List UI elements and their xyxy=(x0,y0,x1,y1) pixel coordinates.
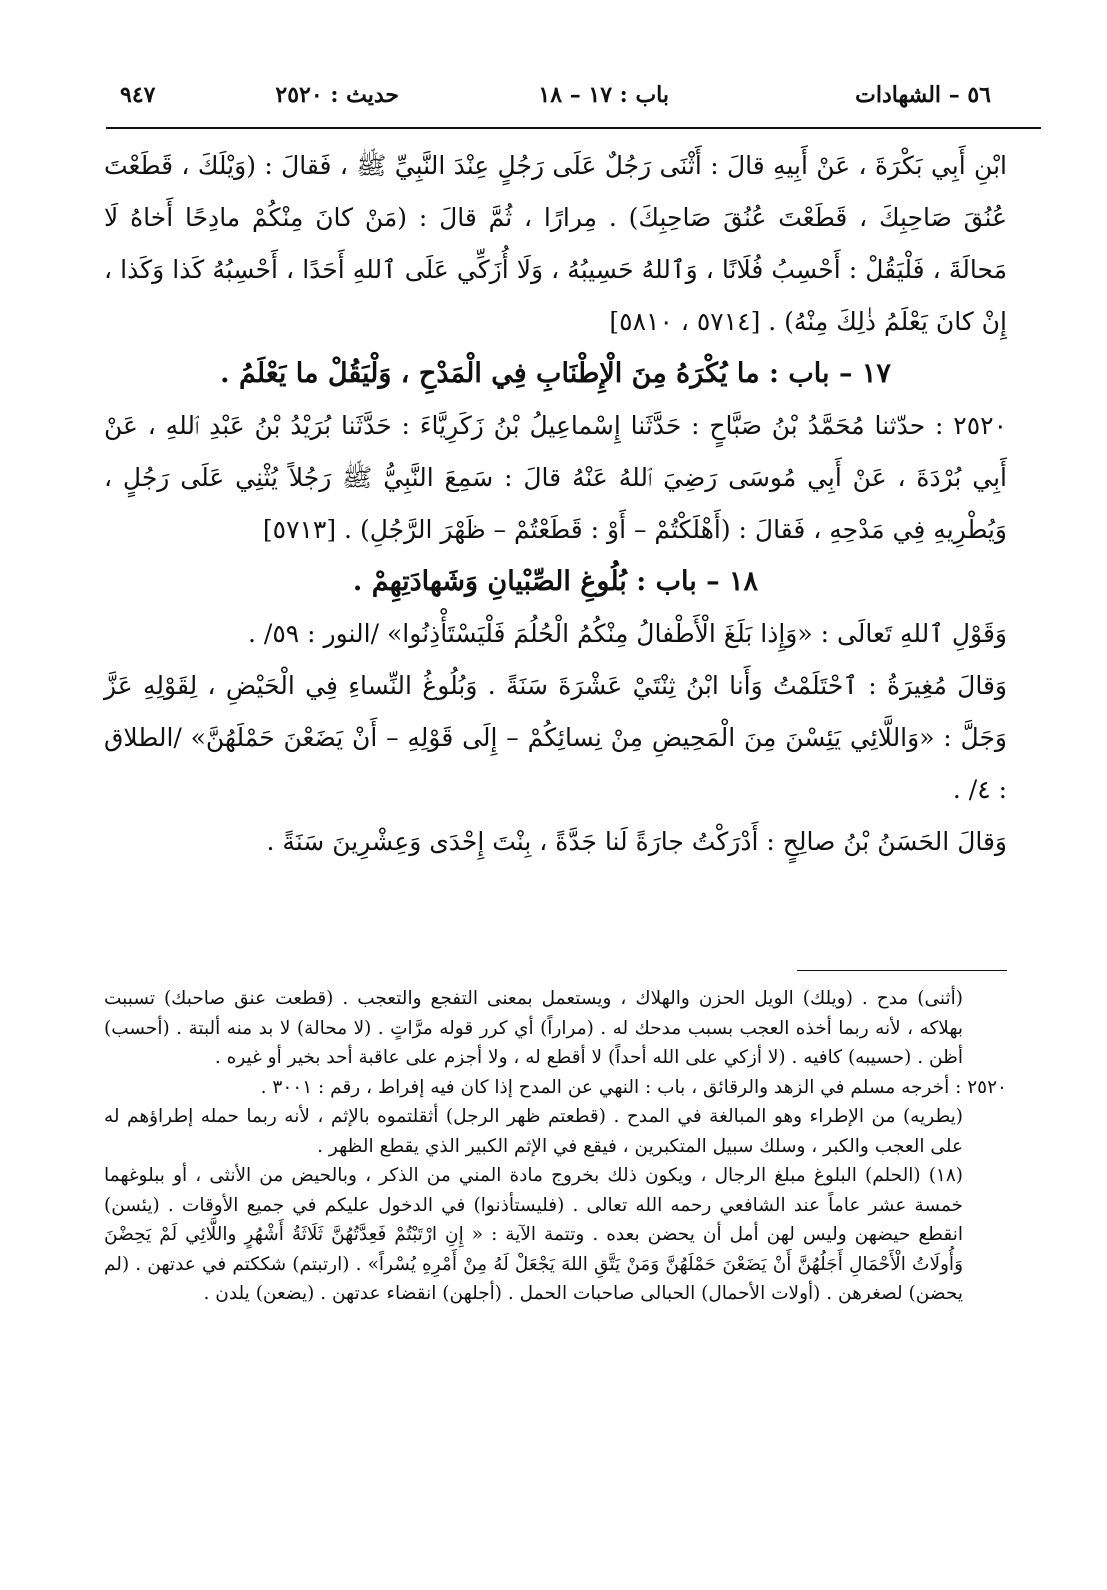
main-text xyxy=(104,140,1007,868)
footnote-takhrij: ٢٥٢٠ : أخرجه مسلم في الزهد والرقائق ، باب : النهي عن المدح إذا كان فيه إفراط ، رقم : ٣٠٠١ . xyxy=(260,1076,1007,1098)
footnotes xyxy=(104,984,1007,1309)
hadith-continuation: ابْنِ أَبِي بَكْرَةَ ، عَنْ أَبِيهِ قالَ : أَثْنَى رَجُلٌ عَلَى رَجُلٍ عِنْدَ النَّبِيِّ ﷺ ، فَقالَ : (وَيْلَكَ ، قَطَعْتَ عُنُقَ صَاحِبِكَ ، قَطَعْتَ عُنُقَ صَاحِبِكَ) . مِرارًا ، ثُمَّ قالَ : (مَنْ كانَ مِنْكُمْ مادِحًا أَخاهُ لَا مَحالَةَ ، فَلْيَقُلْ : أَحْسِبُ فُلَانًا ، وَٱللهُ حَسِيبُهُ ، وَلَا أُزَكِّي عَلَى ٱللهِ أَحَدًا ، أَحْسِبُهُ كَذا وَكَذا ، إِنْ كانَ يَعْلَمُ ذٰلِكَ مِنْهُ) . [٥٧١٤ ، ٥٨١٠] xyxy=(104,151,1007,336)
hadith-number: حديث : ٢٥٢٠ xyxy=(275,82,399,108)
hadith-2520: ٢٥٢٠ : حدّثنا مُحَمَّدُ بْنُ صَبَّاحٍ : حَدَّثَنا إِسْماعِيلُ بْنُ زَكَرِيَّاءَ : حَدَّثَنا بُرَيْدُ بْنُ عَبْدِ ٱللهِ ، عَنْ أَبِي بُرْدَةَ ، عَنْ أَبِي مُوسَى رَضِيَ ٱللهُ عَنْهُ قالَ : سَمِعَ النَّبِيُّ ﷺ رَجُلاً يُثْنِي عَلَى رَجُلٍ ، وَيُطْرِيهِ فِي مَدْحِهِ ، فَقالَ : (أَهْلَكْتُمْ – أَوْ : قَطَعْتُمْ – ظَهْرَ الرَّجُلِ) . [٥٧١٣] xyxy=(104,411,1007,544)
footnote-yutrihi: (يطريه) من الإطراء وهو المبالغة في المدح . (قطعتم ظهر الرجل) أثقلتموه بالإثم ، لأنه ربما حمله إطراؤهم له على العجب والكبر ، وسلك سبيل المتكبرين ، فيقع في الإثم الكبير الذي يقطع الظهر . xyxy=(104,1106,963,1157)
mughira-statement: وَقالَ مُغِيرَةُ : ٱحْتَلَمْتُ وَأَنا ابْنُ ثِنْتَيْ عَشْرَةَ سَنَةً . وَبُلُوغُ النِّساءِ فِي الْحَيْضِ ، لِقَوْلِهِ عَزَّ وَجَلَّ : «وَاللَّائِي يَئِسْنَ مِنَ الْمَحِيضِ مِنْ نِسائِكُمْ – إِلَى قَوْلِهِ – أَنْ يَضَعْنَ حَمْلَهُنَّ» /الطلاق : ٤/ . xyxy=(104,671,1007,804)
footnote-bab-18: (١٨) (الحلم) البلوغ مبلغ الرجال ، ويكون ذلك بخروج مادة المني من الذكر ، وبالحيض من الأنثى ، أو ببلوغهما خمسة عشر عاماً عند الشافعي رحمه الله تعالى . (فليستأذنوا) في الدخول عليكم في جميع الأوقات . (يئسن) انقطع حيضهن وليس لهن أمل أن يحضن بعده . وتتمة الآية : « إِنِ ارْتَبْتُمْ فَعِدَّتُهُنَّ ثَلَاثَةُ أَشْهُرٍ واللَّائِي لَمْ يَحِضْنَ وَأُولَاتُ الْأَحْمَالِ أَجَلُهُنَّ أَنْ يَضَعْنَ حَمْلَهُنَّ وَمَنْ يَتَّقِ اللهَ يَجْعَلْ لَهُ مِنْ أَمْرِهِ يُسْراً» . (ارتبتم) شككتم في عدتهن . (لم يحضن) لصغرهن . (أولات الأحمال) الحبالى صاحبات الحمل . (أجلهن) انقضاء عدتهن . (يضعن) يلدن . xyxy=(104,1165,963,1304)
footnote-divider xyxy=(797,970,1007,971)
chapter-title: ٥٦ – الشهادات xyxy=(855,82,991,108)
footnote-glossary: (أثنى) مدح . (ويلك) الويل الحزن والهلاك ، ويستعمل بمعنى التفجع والتعجب . (قطعت عنق صاحبك) تسببت بهلاكه ، لأنه ربما أخذه العجب بسبب مدحك له . (مراراً) أي كرر قوله مرَّاتٍ . (لا محالة) لا بد منه ألبتة . (أحسب) أظن . (حسيبه) كافيه . (لا أزكي على الله أحداً) لا أقطع له ، ولا أجزم على عاقبة أحد بخير أو غيره . xyxy=(104,988,963,1068)
hasan-statement: وَقالَ الحَسَنُ بْنُ صالِحٍ : أَدْرَكْتُ جارَةً لَنا جَدَّةً ، بِنْتَ إِحْدَى وَعِشْرِينَ سَنَةً . xyxy=(266,827,1007,856)
bab-17-heading: ١٧ – باب : ما يُكْرَهُ مِنَ الْإِطْنَابِ فِي الْمَدْحِ ، وَلْيَقُلْ ما يَعْلَمُ . xyxy=(220,358,891,389)
bab-range: باب : ١٧ – ١٨ xyxy=(538,82,669,108)
running-header xyxy=(110,78,999,118)
bab-18-heading: ١٨ – باب : بُلُوغِ الصِّبْيانِ وَشَهادَتِهِمْ . xyxy=(352,566,759,597)
page-number: ٩٤٧ xyxy=(120,82,156,108)
quran-quote-nur: وَقَوْلِ ٱللهِ تَعالَى : «وَإِذا بَلَغَ الْأَطْفالُ مِنْكُمُ الْحُلُمَ فَلْيَسْتَأْذِنُوا» /النور : ٥٩/ . xyxy=(248,619,1007,648)
header-divider xyxy=(106,127,1041,129)
